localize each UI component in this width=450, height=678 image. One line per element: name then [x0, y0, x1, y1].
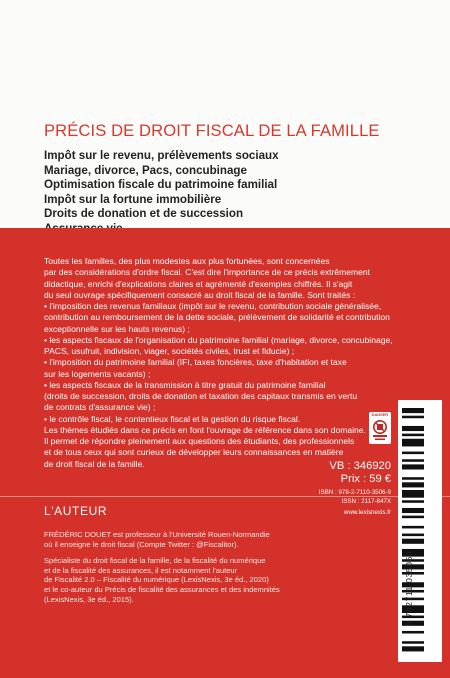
description-line: contribution au remboursement de la dette sociale, prélèvement de solidarité et contribution	[44, 312, 390, 323]
barcode-bar	[402, 631, 424, 634]
issn-number: ISSN : 2117-847X	[341, 498, 391, 505]
topic-item: Droits de donation et de succession	[44, 207, 244, 220]
cover-top-section	[0, 0, 450, 228]
topic-item: Optimisation fiscale du patrimoine familial	[44, 178, 278, 191]
photocopy-danger-badge	[369, 412, 391, 444]
barcode-bar	[402, 641, 424, 644]
isbn-barcode	[398, 400, 442, 662]
book-title: PRÉCIS DE DROIT FISCAL DE LA FAMILLE	[44, 121, 380, 140]
description-line: sur les logements vacants) ;	[44, 368, 151, 379]
description-line: Toutes les familles, des plus modestes aux plus fortunées, sont concernées	[44, 256, 330, 266]
badge-label: DANGER	[371, 413, 389, 417]
description-line: Il permet de répondre pleinement aux questions des étudiants, des professionnels	[44, 436, 355, 446]
price-label: Prix : 59 €	[340, 473, 391, 485]
barcode-bar	[402, 646, 424, 651]
cover-red-section	[0, 228, 450, 678]
vb-code: VB : 346920	[329, 460, 391, 472]
description-line: et de tous ceux qui sont curieux de développer leurs connaissances en matière	[44, 447, 344, 458]
isbn-block	[309, 488, 391, 506]
price-block	[309, 460, 391, 486]
isbn-number: ISBN : 978-2-7110-3506-9	[318, 489, 391, 496]
topic-item: Impôt sur le revenu, prélèvements sociaux	[44, 149, 279, 162]
topic-item: Impôt sur la fortune immobilière	[44, 192, 222, 206]
photocopy-warning-icon	[372, 419, 388, 441]
author-bio-line: FRÉDÉRIC DOUET est professeur à l'Université Rouen-Normandie	[44, 530, 270, 539]
description-line: par des considérations d'ordre fiscal. C'est dire l'importance de ce précis extrêmement	[44, 267, 371, 278]
author-bio	[44, 530, 324, 604]
author-bio-line: et de la fiscalité des assurances, il est notamment l'auteur	[44, 565, 238, 575]
description-line: de droit fiscal de la famille.	[44, 458, 145, 469]
topic-item: Mariage, divorce, Pacs, concubinage	[44, 163, 247, 177]
description-line: • l'imposition du patrimoine familial (IFI, taxes foncières, taxe d'habitation et taxe	[44, 357, 347, 368]
description-line: • le contrôle fiscal, le contentieux fiscal et la gestion du risque fiscal.	[44, 413, 301, 424]
publisher-website: www.lexisnexis.fr	[343, 509, 391, 516]
author-bio-line: (LexisNexis, 3e éd., 2015).	[44, 594, 134, 604]
description-line: du seul ouvrage spécifiquement consacré au droit fiscal de la famille. Sont traités :	[44, 289, 356, 300]
description-line: (droits de succession, droits de donation et taxation des capitaux transmis en vertu	[44, 391, 358, 401]
author-bio-line: Spécialiste du droit fiscal de la famille, de la fiscalité du numérique	[44, 556, 266, 566]
description-line: • les aspects fiscaux de la transmission à titre gratuit du patrimoine familial	[44, 379, 326, 390]
topic-list	[44, 149, 279, 236]
description-line: de contrats d'assurance vie) ;	[44, 402, 156, 413]
description-line: • les aspects fiscaux de l'organisation du patrimoine familial (mariage, divorce, concubinage,	[44, 334, 393, 345]
description-line: • l'imposition des revenus familiaux (impôt sur le revenu, contribution sociale généralisée,	[44, 301, 382, 311]
author-bio-line: et le co-auteur du Précis de fiscalité des assurances et des indemnités	[44, 584, 280, 594]
description-line: didactique, enrichi d'explications claires et agrémenté d'exemples chiffrés. Il s'agit	[44, 278, 353, 289]
author-bio-line: de Fiscalité 2.0 – Fiscalité du numérique (LexisNexis, 3e éd., 2020)	[44, 575, 269, 585]
author-bio-line: où il enseigne le droit fiscal (Compte Twitter : @Fiscalitor).	[44, 539, 239, 549]
barcode-number: 9 782711 035069	[404, 550, 414, 626]
description-line: exceptionnelle sur les hauts revenus) ;	[44, 323, 190, 334]
description-line: Les thèmes étudiés dans ce précis en font l'ouvrage de référence dans son domaine.	[44, 424, 366, 435]
description-line: PACS, usufruit, indivision, viager, sociétés civiles, trust et fiducie) ;	[44, 346, 295, 356]
author-heading: L'AUTEUR	[44, 504, 108, 518]
